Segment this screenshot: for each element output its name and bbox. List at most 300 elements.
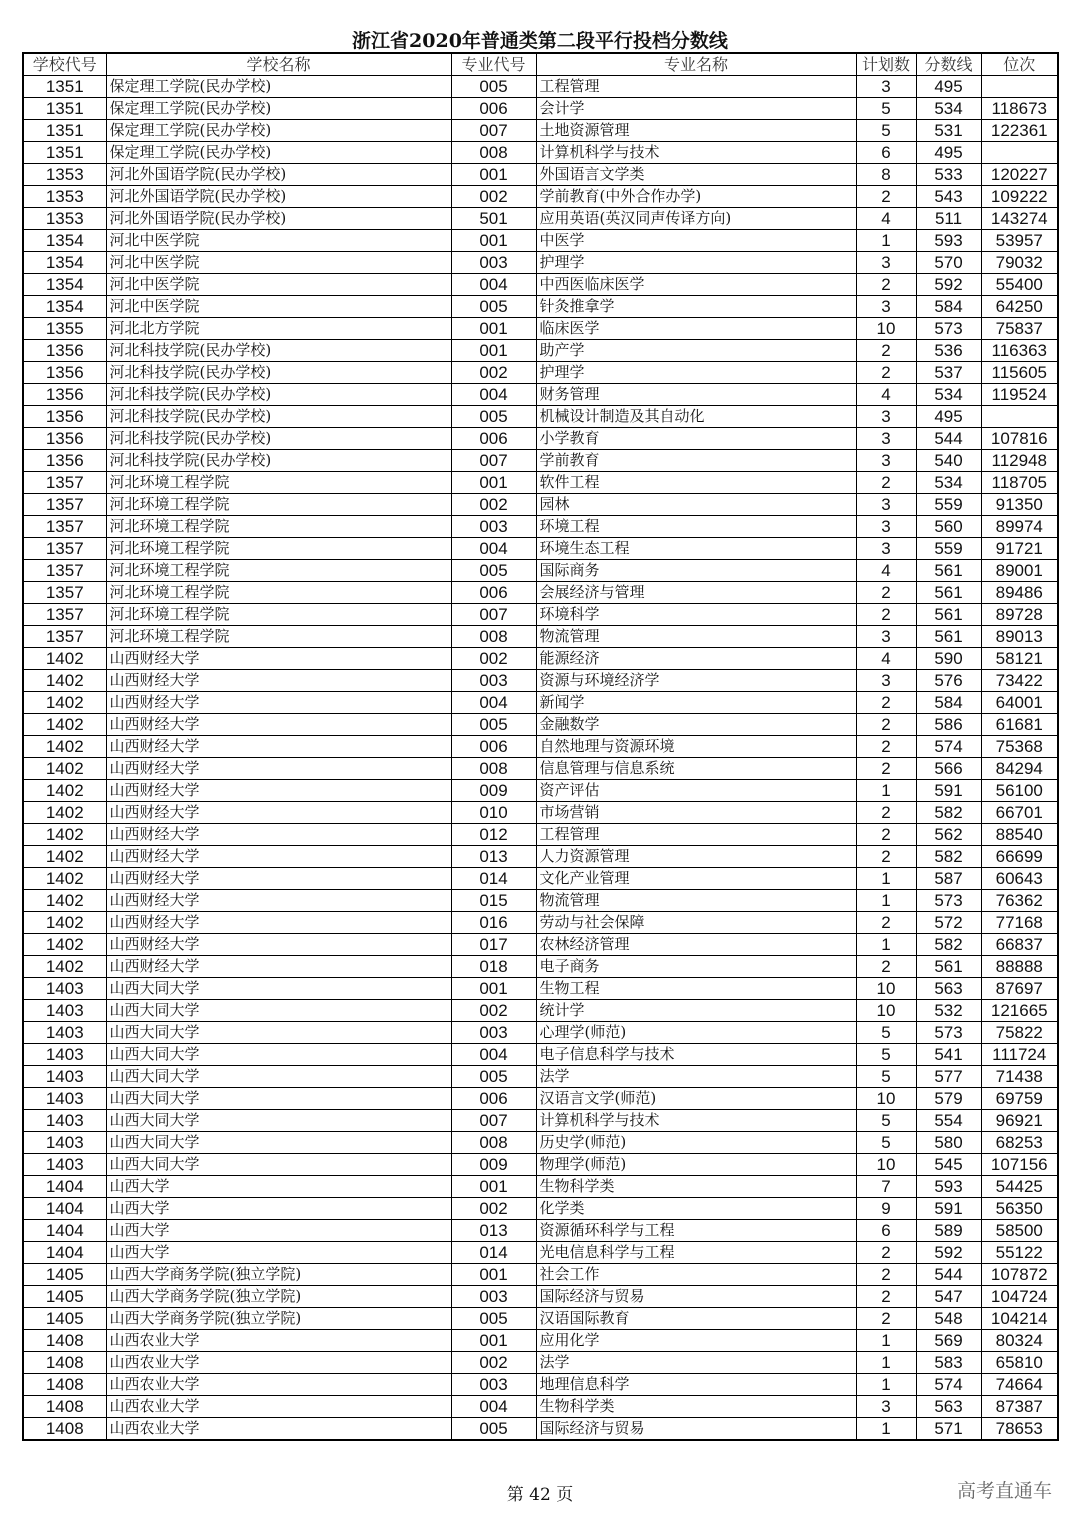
table-row: [23, 318, 1058, 340]
table-row: [23, 560, 1058, 582]
cell-rank: 64001: [981, 692, 1058, 714]
cell-school-code: 1405: [23, 1264, 106, 1286]
cell-school-name: 山西大同大学: [106, 978, 451, 1000]
cell-school-code: 1402: [23, 824, 106, 846]
cell-rank: 76362: [981, 890, 1058, 912]
cell-major-name: 化学类: [536, 1198, 856, 1220]
cell-plan-count: 3: [856, 252, 916, 274]
cell-school-code: 1402: [23, 648, 106, 670]
cell-major-name: 环境工程: [536, 516, 856, 538]
cell-school-code: 1355: [23, 318, 106, 340]
cell-school-code: 1357: [23, 626, 106, 648]
cell-school-code: 1357: [23, 582, 106, 604]
cell-major-name: 计算机科学与技术: [536, 1110, 856, 1132]
page-number: 第 42 页: [506, 1485, 574, 1505]
cell-plan-count: 2: [856, 912, 916, 934]
cell-major-code: 005: [451, 1418, 536, 1441]
cell-major-name: 助产学: [536, 340, 856, 362]
cell-major-name: 工程管理: [536, 824, 856, 846]
cell-plan-count: 1: [856, 230, 916, 252]
cell-rank: 91350: [981, 494, 1058, 516]
cell-plan-count: 4: [856, 648, 916, 670]
cell-major-code: 002: [451, 1198, 536, 1220]
table-row: [23, 142, 1058, 164]
cell-school-code: 1408: [23, 1396, 106, 1418]
cell-plan-count: 2: [856, 714, 916, 736]
cell-school-name: 河北环境工程学院: [106, 516, 451, 538]
cell-score-line: 587: [916, 868, 981, 890]
cell-major-name: 心理学(师范): [536, 1022, 856, 1044]
cell-school-name: 保定理工学院(民办学校): [106, 76, 451, 98]
cell-major-code: 008: [451, 626, 536, 648]
cell-rank: 79032: [981, 252, 1058, 274]
cell-rank: 78653: [981, 1418, 1058, 1441]
cell-plan-count: 3: [856, 428, 916, 450]
cell-rank: 122361: [981, 120, 1058, 142]
cell-score-line: 593: [916, 1176, 981, 1198]
cell-school-code: 1402: [23, 714, 106, 736]
table-row: [23, 824, 1058, 846]
table-row: [23, 1418, 1058, 1441]
cell-major-name: 物流管理: [536, 626, 856, 648]
table-row: [23, 1264, 1058, 1286]
cell-plan-count: 4: [856, 560, 916, 582]
cell-score-line: 541: [916, 1044, 981, 1066]
cell-major-code: 007: [451, 1110, 536, 1132]
cell-major-name: 国际经济与贸易: [536, 1286, 856, 1308]
cell-plan-count: 2: [856, 582, 916, 604]
cell-plan-count: 5: [856, 98, 916, 120]
cell-rank: 88888: [981, 956, 1058, 978]
cell-major-code: 007: [451, 120, 536, 142]
cell-plan-count: 6: [856, 142, 916, 164]
table-row: [23, 1308, 1058, 1330]
table-row: [23, 714, 1058, 736]
cell-school-code: 1408: [23, 1352, 106, 1374]
cell-school-code: 1357: [23, 494, 106, 516]
cell-score-line: 563: [916, 978, 981, 1000]
cell-major-name: 电子信息科学与技术: [536, 1044, 856, 1066]
cell-major-code: 003: [451, 516, 536, 538]
cell-major-name: 软件工程: [536, 472, 856, 494]
cell-score-line: 592: [916, 274, 981, 296]
cell-school-name: 山西财经大学: [106, 934, 451, 956]
table-row: [23, 538, 1058, 560]
cell-school-name: 山西财经大学: [106, 780, 451, 802]
cell-score-line: 573: [916, 318, 981, 340]
cell-school-name: 山西大同大学: [106, 1110, 451, 1132]
cell-plan-count: 2: [856, 846, 916, 868]
cell-major-code: 006: [451, 582, 536, 604]
cell-rank: 87387: [981, 1396, 1058, 1418]
cell-rank: 120227: [981, 164, 1058, 186]
table-row: [23, 1022, 1058, 1044]
cell-school-name: 山西财经大学: [106, 802, 451, 824]
cell-major-name: 人力资源管理: [536, 846, 856, 868]
cell-score-line: 584: [916, 692, 981, 714]
cell-rank: 121665: [981, 1000, 1058, 1022]
cell-school-name: 山西财经大学: [106, 648, 451, 670]
cell-major-code: 003: [451, 670, 536, 692]
cell-rank: 75368: [981, 736, 1058, 758]
cell-major-code: 004: [451, 1044, 536, 1066]
cell-rank: 112948: [981, 450, 1058, 472]
cell-school-name: 山西农业大学: [106, 1352, 451, 1374]
table-row: [23, 296, 1058, 318]
cell-plan-count: 2: [856, 824, 916, 846]
cell-plan-count: 2: [856, 1264, 916, 1286]
cell-plan-count: 9: [856, 1198, 916, 1220]
cell-school-code: 1351: [23, 120, 106, 142]
cell-score-line: 495: [916, 76, 981, 98]
cell-school-name: 山西农业大学: [106, 1418, 451, 1441]
cell-score-line: 534: [916, 98, 981, 120]
cell-school-code: 1402: [23, 802, 106, 824]
cell-school-code: 1353: [23, 164, 106, 186]
cell-school-name: 河北科技学院(民办学校): [106, 406, 451, 428]
cell-score-line: 537: [916, 362, 981, 384]
cell-plan-count: 3: [856, 670, 916, 692]
cell-score-line: 561: [916, 604, 981, 626]
cell-major-name: 财务管理: [536, 384, 856, 406]
table-row: [23, 758, 1058, 780]
cell-major-name: 应用英语(英汉同声传译方向): [536, 208, 856, 230]
header-rank: 位次: [981, 53, 1058, 76]
cell-plan-count: 8: [856, 164, 916, 186]
cell-major-name: 电子商务: [536, 956, 856, 978]
cell-major-name: 资源循环科学与工程: [536, 1220, 856, 1242]
cell-major-code: 002: [451, 494, 536, 516]
cell-major-code: 001: [451, 340, 536, 362]
cell-school-code: 1402: [23, 846, 106, 868]
cell-major-code: 013: [451, 1220, 536, 1242]
cell-rank: 60643: [981, 868, 1058, 890]
cell-score-line: 495: [916, 406, 981, 428]
table-row: [23, 450, 1058, 472]
cell-major-name: 临床医学: [536, 318, 856, 340]
cell-rank: 109222: [981, 186, 1058, 208]
cell-major-name: 机械设计制造及其自动化: [536, 406, 856, 428]
cell-score-line: 540: [916, 450, 981, 472]
table-row: [23, 428, 1058, 450]
cell-rank: 116363: [981, 340, 1058, 362]
cell-major-name: 国际商务: [536, 560, 856, 582]
cell-major-name: 会展经济与管理: [536, 582, 856, 604]
cell-rank: 119524: [981, 384, 1058, 406]
table-row: [23, 384, 1058, 406]
table-row: [23, 780, 1058, 802]
cell-major-name: 农林经济管理: [536, 934, 856, 956]
cell-major-code: 006: [451, 98, 536, 120]
cell-score-line: 590: [916, 648, 981, 670]
cell-major-name: 学前教育: [536, 450, 856, 472]
cell-rank: 115605: [981, 362, 1058, 384]
table-row: [23, 340, 1058, 362]
cell-school-code: 1404: [23, 1242, 106, 1264]
cell-major-name: 中医学: [536, 230, 856, 252]
cell-school-name: 山西大学: [106, 1198, 451, 1220]
cell-major-name: 法学: [536, 1066, 856, 1088]
cell-school-code: 1403: [23, 1022, 106, 1044]
cell-school-code: 1403: [23, 978, 106, 1000]
table-row: [23, 1044, 1058, 1066]
cell-rank: 96921: [981, 1110, 1058, 1132]
cell-major-name: 环境科学: [536, 604, 856, 626]
cell-score-line: 544: [916, 428, 981, 450]
cell-plan-count: 2: [856, 604, 916, 626]
cell-school-name: 山西大同大学: [106, 1000, 451, 1022]
cell-school-name: 山西大同大学: [106, 1022, 451, 1044]
cell-major-code: 009: [451, 780, 536, 802]
cell-school-code: 1403: [23, 1154, 106, 1176]
cell-school-name: 山西财经大学: [106, 912, 451, 934]
cell-rank: 107816: [981, 428, 1058, 450]
cell-school-name: 河北环境工程学院: [106, 560, 451, 582]
cell-score-line: 495: [916, 142, 981, 164]
cell-rank: [981, 76, 1058, 98]
cell-school-code: 1408: [23, 1418, 106, 1441]
cell-plan-count: 1: [856, 1418, 916, 1441]
cell-school-name: 河北中医学院: [106, 274, 451, 296]
cell-plan-count: 2: [856, 340, 916, 362]
cell-school-code: 1356: [23, 340, 106, 362]
table-row: [23, 252, 1058, 274]
cell-school-code: 1402: [23, 868, 106, 890]
cell-score-line: 586: [916, 714, 981, 736]
cell-major-name: 生物科学类: [536, 1176, 856, 1198]
cell-school-name: 山西大学: [106, 1242, 451, 1264]
cell-major-name: 能源经济: [536, 648, 856, 670]
table-row: [23, 208, 1058, 230]
cell-score-line: 534: [916, 472, 981, 494]
cell-major-code: 014: [451, 868, 536, 890]
cell-plan-count: 3: [856, 538, 916, 560]
cell-plan-count: 5: [856, 1044, 916, 1066]
cell-major-code: 002: [451, 186, 536, 208]
table-row: [23, 472, 1058, 494]
cell-major-code: 004: [451, 384, 536, 406]
cell-rank: 55400: [981, 274, 1058, 296]
cell-major-name: 物理学(师范): [536, 1154, 856, 1176]
cell-school-name: 河北科技学院(民办学校): [106, 428, 451, 450]
cell-major-code: 005: [451, 714, 536, 736]
cell-school-name: 山西财经大学: [106, 736, 451, 758]
cell-school-code: 1354: [23, 274, 106, 296]
cell-score-line: 562: [916, 824, 981, 846]
cell-school-name: 河北中医学院: [106, 230, 451, 252]
cell-rank: 104724: [981, 1286, 1058, 1308]
cell-school-code: 1351: [23, 98, 106, 120]
cell-score-line: 536: [916, 340, 981, 362]
cell-school-name: 山西农业大学: [106, 1374, 451, 1396]
cell-school-name: 河北外国语学院(民办学校): [106, 208, 451, 230]
cell-major-name: 针灸推拿学: [536, 296, 856, 318]
cell-school-code: 1403: [23, 1132, 106, 1154]
cell-major-code: 005: [451, 560, 536, 582]
cell-school-code: 1357: [23, 538, 106, 560]
cell-plan-count: 2: [856, 802, 916, 824]
cell-school-code: 1354: [23, 230, 106, 252]
table-row: [23, 1176, 1058, 1198]
cell-school-name: 山西大同大学: [106, 1132, 451, 1154]
table-row: [23, 1352, 1058, 1374]
cell-school-name: 河北环境工程学院: [106, 472, 451, 494]
table-row: [23, 406, 1058, 428]
table-row: [23, 868, 1058, 890]
cell-major-name: 园林: [536, 494, 856, 516]
cell-rank: 75822: [981, 1022, 1058, 1044]
cell-score-line: 545: [916, 1154, 981, 1176]
cell-school-code: 1353: [23, 186, 106, 208]
cell-school-name: 河北外国语学院(民办学校): [106, 164, 451, 186]
cell-rank: 65810: [981, 1352, 1058, 1374]
cell-major-name: 汉语国际教育: [536, 1308, 856, 1330]
cell-school-name: 山西大学商务学院(独立学院): [106, 1286, 451, 1308]
cell-score-line: 576: [916, 670, 981, 692]
cell-school-code: 1402: [23, 912, 106, 934]
cell-school-name: 山西大同大学: [106, 1154, 451, 1176]
cell-rank: 77168: [981, 912, 1058, 934]
table-header: [23, 53, 1058, 76]
cell-major-code: 001: [451, 1176, 536, 1198]
cell-major-code: 014: [451, 1242, 536, 1264]
cell-rank: 107872: [981, 1264, 1058, 1286]
cell-major-code: 007: [451, 450, 536, 472]
table-row: [23, 1286, 1058, 1308]
cell-major-name: 生物科学类: [536, 1396, 856, 1418]
cell-major-code: 004: [451, 274, 536, 296]
cell-school-code: 1402: [23, 956, 106, 978]
cell-major-name: 地理信息科学: [536, 1374, 856, 1396]
cell-major-name: 工程管理: [536, 76, 856, 98]
cell-rank: [981, 406, 1058, 428]
cell-school-code: 1356: [23, 428, 106, 450]
cell-major-name: 统计学: [536, 1000, 856, 1022]
cell-school-code: 1402: [23, 934, 106, 956]
cell-school-code: 1357: [23, 472, 106, 494]
cell-plan-count: 3: [856, 626, 916, 648]
cell-plan-count: 2: [856, 362, 916, 384]
table-row: [23, 1396, 1058, 1418]
cell-school-name: 保定理工学院(民办学校): [106, 142, 451, 164]
table-row: [23, 956, 1058, 978]
cell-major-name: 汉语言文学(师范): [536, 1088, 856, 1110]
cell-school-name: 河北环境工程学院: [106, 626, 451, 648]
cell-major-code: 008: [451, 142, 536, 164]
cell-school-name: 河北外国语学院(民办学校): [106, 186, 451, 208]
score-table: [22, 52, 1059, 1441]
cell-major-code: 001: [451, 1264, 536, 1286]
cell-plan-count: 1: [856, 1374, 916, 1396]
cell-school-name: 山西农业大学: [106, 1396, 451, 1418]
cell-rank: 64250: [981, 296, 1058, 318]
cell-score-line: 579: [916, 1088, 981, 1110]
cell-major-name: 资源与环境经济学: [536, 670, 856, 692]
cell-score-line: 573: [916, 1022, 981, 1044]
table-row: [23, 1154, 1058, 1176]
table-row: [23, 1066, 1058, 1088]
cell-rank: 87697: [981, 978, 1058, 1000]
cell-rank: 104214: [981, 1308, 1058, 1330]
cell-major-name: 劳动与社会保障: [536, 912, 856, 934]
cell-major-name: 自然地理与资源环境: [536, 736, 856, 758]
table-row: [23, 846, 1058, 868]
cell-score-line: 582: [916, 802, 981, 824]
cell-major-name: 应用化学: [536, 1330, 856, 1352]
table-row: [23, 164, 1058, 186]
cell-score-line: 582: [916, 934, 981, 956]
table-row: [23, 76, 1058, 98]
cell-score-line: 582: [916, 846, 981, 868]
table-row: [23, 934, 1058, 956]
cell-rank: 58121: [981, 648, 1058, 670]
cell-score-line: 570: [916, 252, 981, 274]
cell-plan-count: 10: [856, 1154, 916, 1176]
table-row: [23, 1220, 1058, 1242]
cell-school-code: 1403: [23, 1066, 106, 1088]
cell-rank: 71438: [981, 1066, 1058, 1088]
cell-rank: 89013: [981, 626, 1058, 648]
cell-school-name: 山西财经大学: [106, 670, 451, 692]
cell-rank: 66837: [981, 934, 1058, 956]
cell-school-name: 保定理工学院(民办学校): [106, 120, 451, 142]
cell-rank: 53957: [981, 230, 1058, 252]
cell-school-code: 1408: [23, 1330, 106, 1352]
cell-major-code: 004: [451, 1396, 536, 1418]
cell-school-code: 1403: [23, 1044, 106, 1066]
cell-major-code: 008: [451, 758, 536, 780]
cell-major-code: 004: [451, 538, 536, 560]
cell-major-code: 006: [451, 428, 536, 450]
cell-major-code: 005: [451, 406, 536, 428]
header-school-name: 学校名称: [106, 53, 451, 76]
cell-school-code: 1403: [23, 1110, 106, 1132]
cell-major-name: 护理学: [536, 252, 856, 274]
cell-major-name: 新闻学: [536, 692, 856, 714]
cell-school-code: 1354: [23, 296, 106, 318]
cell-school-code: 1402: [23, 736, 106, 758]
table-row: [23, 692, 1058, 714]
cell-major-code: 009: [451, 1154, 536, 1176]
cell-plan-count: 10: [856, 1000, 916, 1022]
cell-major-name: 土地资源管理: [536, 120, 856, 142]
cell-score-line: 561: [916, 582, 981, 604]
cell-major-code: 001: [451, 164, 536, 186]
cell-rank: 107156: [981, 1154, 1058, 1176]
cell-score-line: 534: [916, 384, 981, 406]
cell-major-name: 历史学(师范): [536, 1132, 856, 1154]
cell-major-code: 001: [451, 978, 536, 1000]
cell-school-name: 河北环境工程学院: [106, 604, 451, 626]
cell-school-name: 山西大学商务学院(独立学院): [106, 1264, 451, 1286]
cell-major-code: 003: [451, 252, 536, 274]
table-row: [23, 1374, 1058, 1396]
cell-major-name: 计算机科学与技术: [536, 142, 856, 164]
cell-major-name: 物流管理: [536, 890, 856, 912]
cell-major-code: 001: [451, 230, 536, 252]
cell-school-code: 1402: [23, 692, 106, 714]
cell-score-line: 574: [916, 1374, 981, 1396]
cell-school-code: 1356: [23, 384, 106, 406]
cell-plan-count: 5: [856, 1110, 916, 1132]
cell-school-name: 保定理工学院(民办学校): [106, 98, 451, 120]
cell-school-name: 河北科技学院(民办学校): [106, 384, 451, 406]
cell-score-line: 574: [916, 736, 981, 758]
cell-rank: 54425: [981, 1176, 1058, 1198]
cell-rank: 75837: [981, 318, 1058, 340]
table-row: [23, 1198, 1058, 1220]
cell-school-name: 河北科技学院(民办学校): [106, 450, 451, 472]
